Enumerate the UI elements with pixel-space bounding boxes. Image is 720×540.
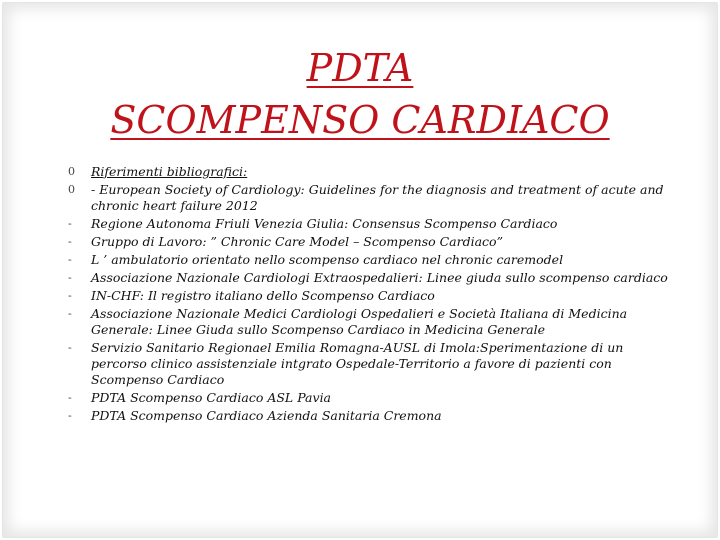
bullet-marker: - [68, 235, 72, 248]
reference-text: L ’ ambulatorio orientato nello scompenso cardiaco nel chronic caremodel [91, 252, 564, 267]
slide-title-line-2: SCOMPENSO CARDIACO [110, 98, 610, 142]
list-item [68, 234, 668, 250]
bullet-marker: - [68, 289, 72, 302]
references-heading: Riferimenti bibliografici: [91, 164, 248, 179]
bullet-marker: - [68, 341, 72, 354]
list-item [68, 182, 668, 214]
bullet-marker: 0 [68, 183, 75, 196]
list-item [68, 216, 668, 232]
reference-text: - European Society of Cardiology: Guidelines for the diagnosis and treatment of acute and chronic heart failure 2012 [91, 182, 664, 213]
references-list [68, 164, 668, 426]
list-item [68, 408, 668, 424]
bullet-marker: - [68, 217, 72, 230]
list-item [68, 306, 668, 338]
reference-text: Associazione Nazionale Cardiologi Extraospedalieri: Linee giuda sullo scompenso cardiaco [91, 270, 668, 285]
reference-text: PDTA Scompenso Cardiaco ASL Pavia [91, 390, 332, 405]
reference-text: PDTA Scompenso Cardiaco Azienda Sanitaria Cremona [91, 408, 442, 423]
bullet-marker: - [68, 409, 72, 422]
reference-text: IN-CHF: Il registro italiano dello Scompenso Cardiaco [91, 288, 435, 303]
list-item [68, 252, 668, 268]
list-item [68, 164, 668, 180]
slide-title-line-1: PDTA [306, 46, 414, 90]
bullet-marker: - [68, 391, 72, 404]
reference-text: Gruppo di Lavoro: ” Chronic Care Model – Scompenso Cardiaco” [91, 234, 503, 249]
reference-text: Servizio Sanitario Regionael Emilia Romagna-AUSL di Imola:Sperimentazione di un percorso clinico assistenziale intgrato Ospedale-Territorio a favore di pazienti con Scompenso Cardiaco [91, 340, 624, 387]
bullet-marker: - [68, 307, 72, 320]
bullet-marker: - [68, 271, 72, 284]
list-item [68, 288, 668, 304]
list-item [68, 270, 668, 286]
bullet-marker: 0 [68, 165, 75, 178]
list-item [68, 390, 668, 406]
list-item [68, 340, 668, 388]
bullet-marker: - [68, 253, 72, 266]
reference-text: Associazione Nazionale Medici Cardiologi Ospedalieri e Società Italiana di Medicina Generale: Linee Giuda sullo Scompenso Cardiaco in Medicina Generale [91, 306, 628, 337]
reference-text: Regione Autonoma Friuli Venezia Giulia: Consensus Scompenso Cardiaco [91, 216, 558, 231]
